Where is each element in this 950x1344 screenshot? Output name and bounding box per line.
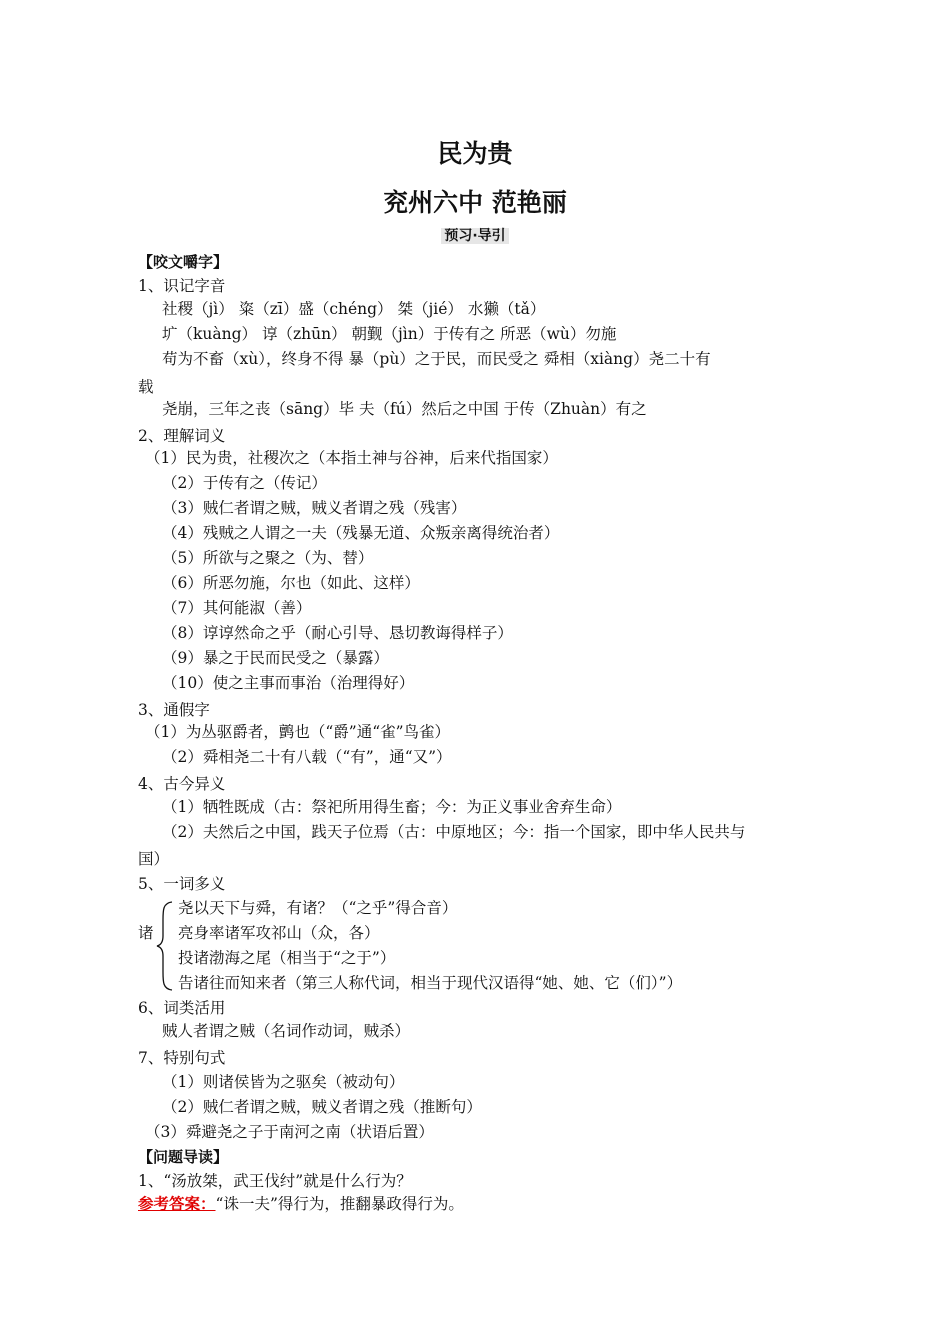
s3-item: （2）舜相尧二十有八载（“有”，通“又”） <box>162 748 452 766</box>
doc-title: 民为贵 <box>437 139 513 168</box>
s2-item: （7）其何能淑（善） <box>162 599 312 617</box>
s5-item: 尧以天下与舜，有诸？（“之乎”得合音） <box>178 899 458 917</box>
answer-text: “诛一夫”得行为，推翻暴政得行为。 <box>215 1195 464 1213</box>
s4-item: （2）夫然后之中国，践天子位焉（古：中原地区；今：指一个国家，即中华人民共与 <box>162 823 746 841</box>
s4-item: （1）牺牲既成（古：祭祀所用得生畜；今：为正义事业舍弃生命） <box>162 798 622 816</box>
s1-line: 圹（kuàng） 谆（zhūn） 朝觐（jìn）于传有之 所恶（wù）勿施 <box>162 325 617 343</box>
s2-item: （6）所恶勿施，尔也（如此、这样） <box>162 574 420 592</box>
left-brace-icon <box>155 900 177 992</box>
s7-heading: 7、特别句式 <box>138 1049 226 1067</box>
s5-item: 告诸往而知来者（第三人称代词，相当于现代汉语得“她、她、它（们）”） <box>178 974 683 992</box>
s1-line: 载 <box>138 378 154 396</box>
s5-item: 亮身率诸军攻祁山（众，各） <box>178 924 380 942</box>
s2-item: （4）残贼之人谓之一夫（残暴无道、众叛亲离得统治者） <box>162 524 560 542</box>
s2-item: （5）所欲与之聚之（为、替） <box>162 549 374 567</box>
section-heading-wenti: 【问题导读】 <box>138 1148 229 1166</box>
s2-item: （8）谆谆然命之乎（耐心引导、恳切教诲得样子） <box>162 624 513 642</box>
s2-item: （2）于传有之（传记） <box>162 474 327 492</box>
s7-item: （3）舜避尧之子于南河之南（状语后置） <box>145 1123 434 1141</box>
s3-item: （1）为丛驱爵者，鹯也（“爵”通“雀”鸟雀） <box>145 723 451 741</box>
s1-line: 社稷（jì） 粢（zī）盛（chéng） 桀（jié） 水獭（tǎ） <box>162 300 546 318</box>
section-heading-yaowen: 【咬文嚼字】 <box>138 253 229 271</box>
s4-item: 国） <box>138 850 170 868</box>
answer-label: 参考答案： <box>138 1195 216 1213</box>
s5-character: 诸 <box>138 924 154 942</box>
s2-item: （9）暴之于民而民受之（暴露） <box>162 649 389 667</box>
doc-subtitle <box>0 225 950 245</box>
s3-heading: 3、通假字 <box>138 701 210 719</box>
s5-item: 投诸渤海之尾（相当于“之于”） <box>178 949 396 967</box>
subtitle-text: 预习·导引 <box>441 228 508 244</box>
s4-heading: 4、古今异义 <box>138 775 226 793</box>
answer-line <box>138 1194 464 1214</box>
s2-item: （3）贼仁者谓之贼，贼义者谓之残（残害） <box>162 499 467 517</box>
question-1: 1、“汤放桀，武王伐纣”就是什么行为？ <box>138 1172 412 1190</box>
s5-heading: 5、一词多义 <box>138 875 226 893</box>
s1-line: 尧崩，三年之丧（sāng）毕 夫（fú）然后之中国 于传（Zhuàn）有之 <box>162 400 647 418</box>
s2-item: （1）民为贵，社稷次之（本指土神与谷神，后来代指国家） <box>145 449 558 467</box>
s2-item: （10）使之主事而事治（治理得好） <box>162 674 415 692</box>
s7-item: （1）则诸侯皆为之驱矣（被动句） <box>162 1073 405 1091</box>
s6-item: 贼人者谓之贼（名词作动词，贼杀） <box>162 1022 411 1040</box>
doc-author: 兖州六中 范艳丽 <box>383 188 567 217</box>
s2-heading: 2、理解词义 <box>138 427 226 445</box>
s7-item: （2）贼仁者谓之贼，贼义者谓之残（推断句） <box>162 1098 482 1116</box>
s1-heading: 1、识记字音 <box>138 277 226 295</box>
s6-heading: 6、词类活用 <box>138 999 226 1017</box>
s1-line: 苟为不畜（xù），终身不得 暴（pù）之于民，而民受之 舜相（xiàng）尧二十有 <box>162 350 711 368</box>
